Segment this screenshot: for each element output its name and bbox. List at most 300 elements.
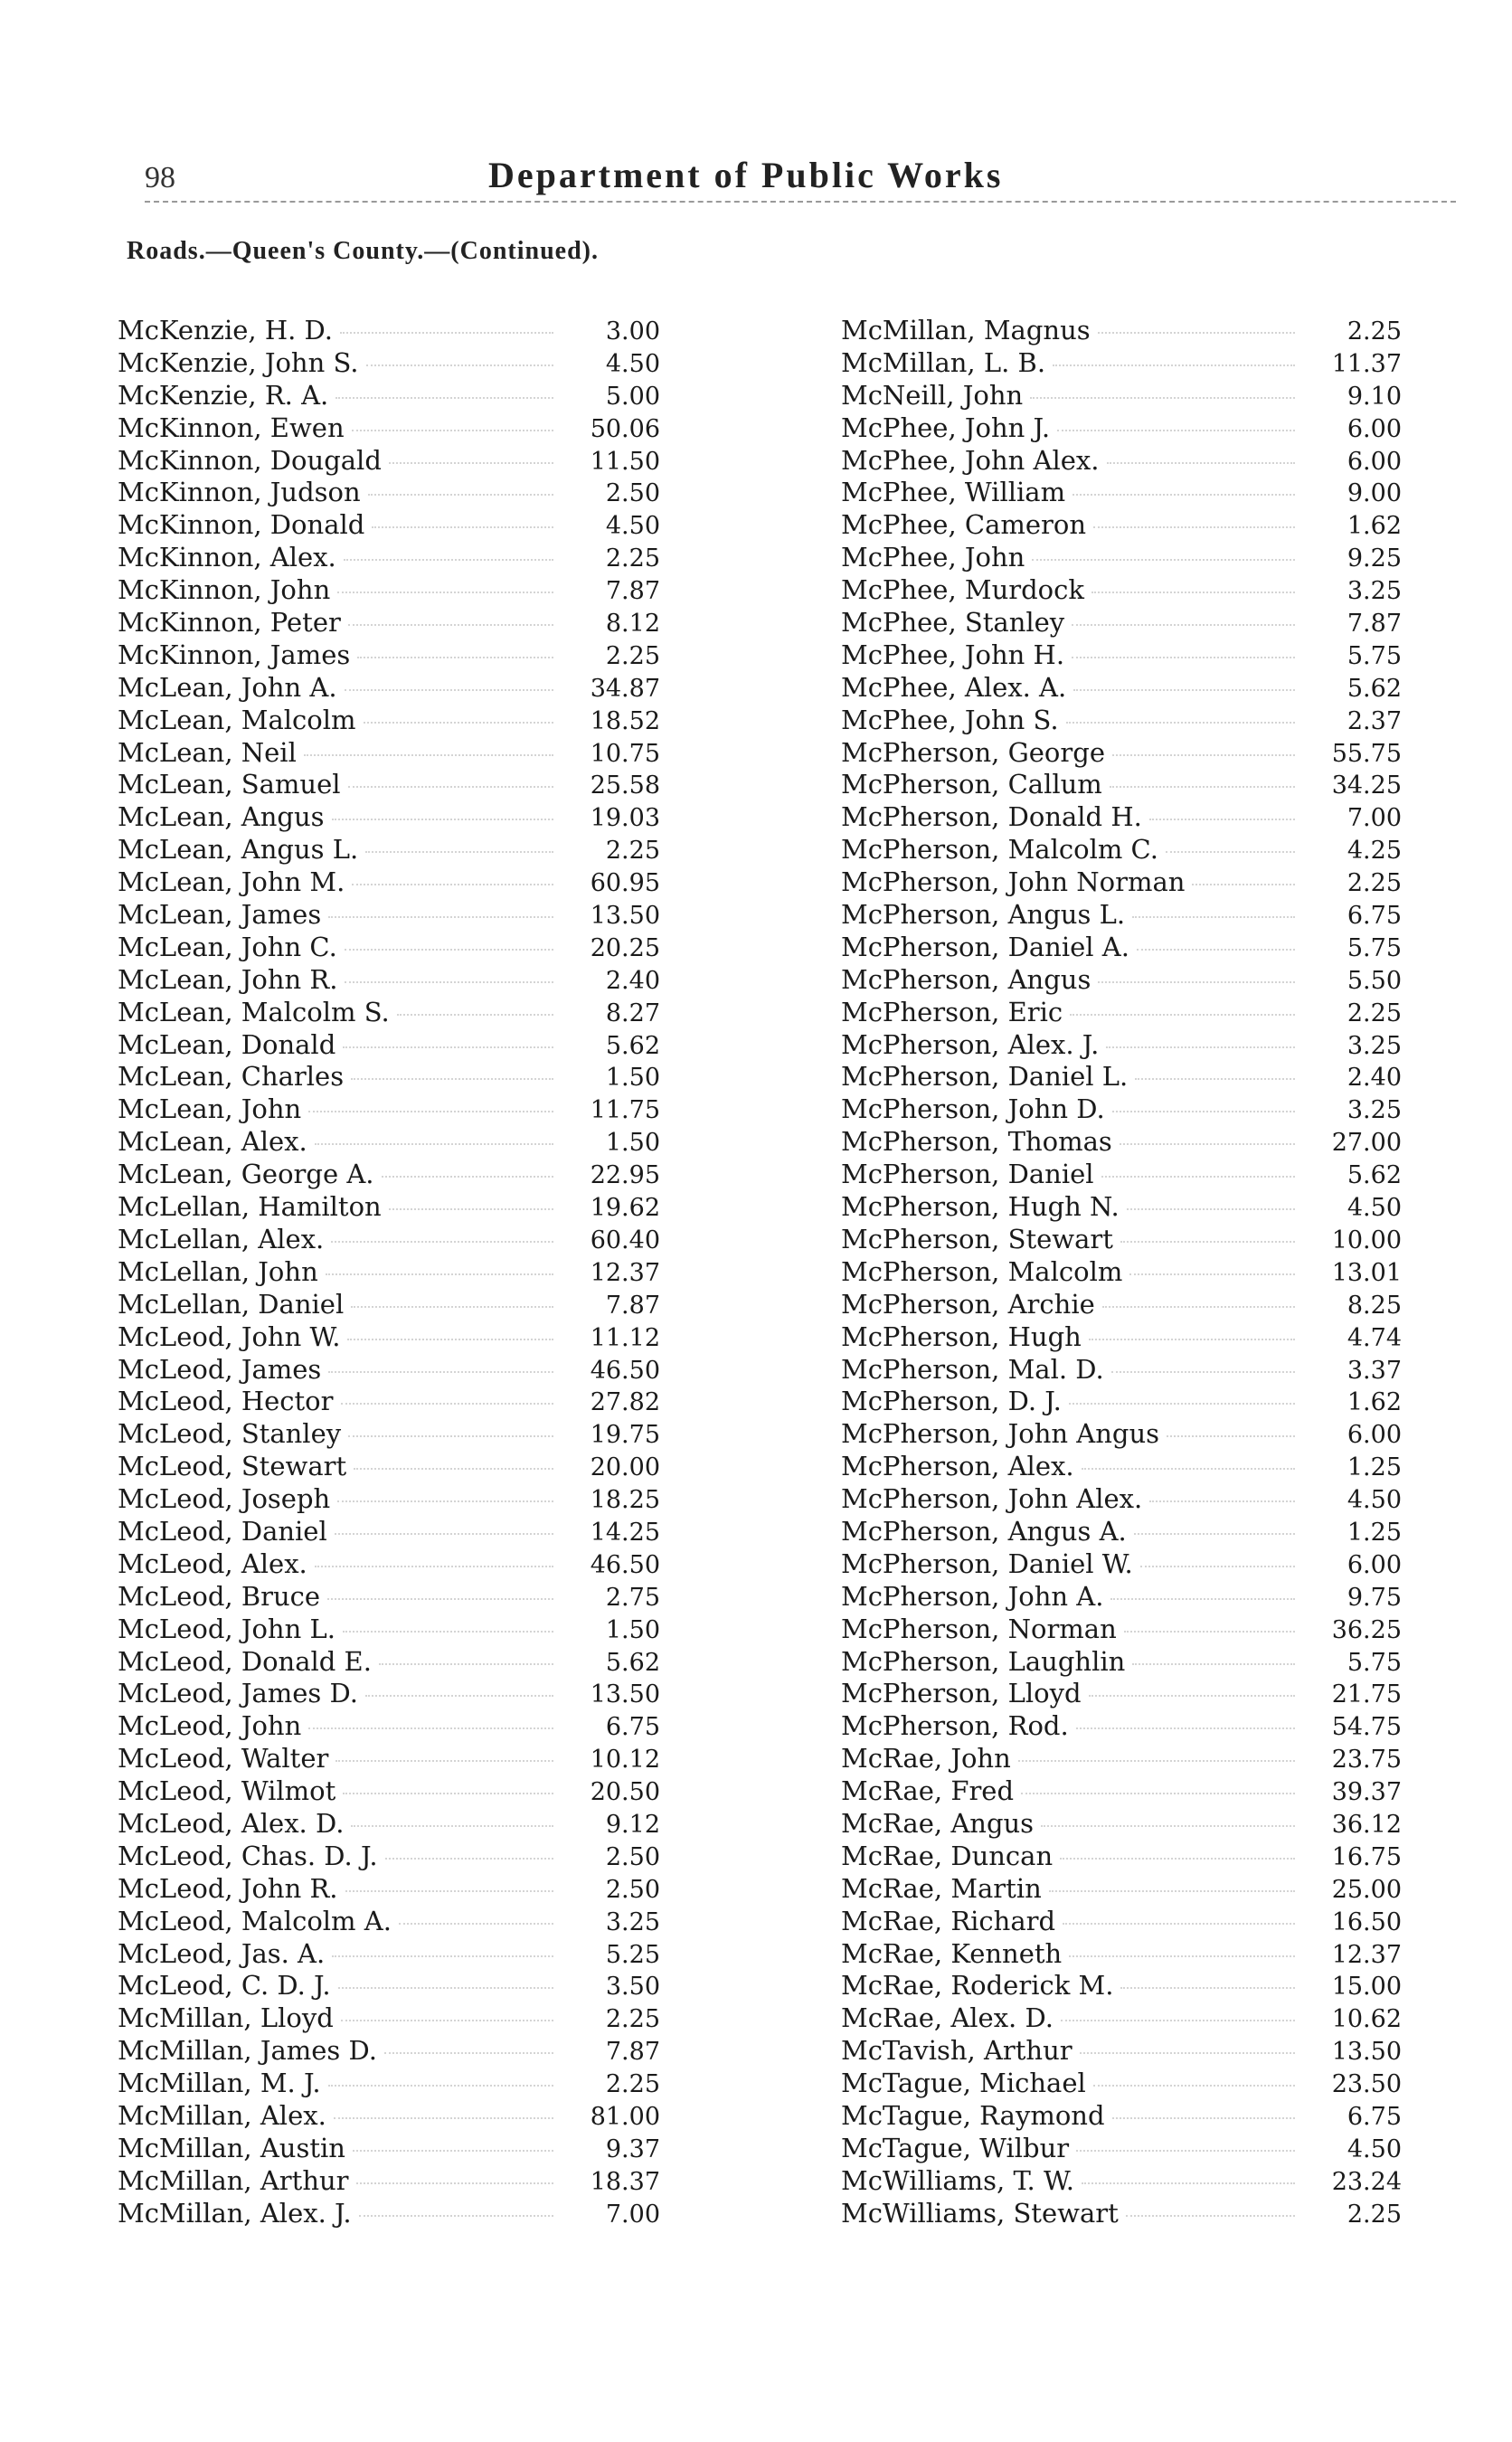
entry-name: McPherson, Daniel A. xyxy=(841,931,1129,962)
dot-leader xyxy=(1060,1858,1295,1860)
list-item xyxy=(118,2068,660,2100)
dot-leader xyxy=(1098,981,1295,983)
entry-name: McPhee, Alex. A. xyxy=(841,671,1067,703)
list-item xyxy=(118,997,660,1029)
dot-leader xyxy=(1135,1078,1295,1080)
entry-amount: 4.50 xyxy=(605,512,660,541)
entry-name: McPherson, John Norman xyxy=(841,866,1186,898)
list-item xyxy=(841,1126,1402,1159)
dot-leader xyxy=(1110,786,1295,788)
entry-amount: 13.50 xyxy=(1331,2038,1402,2067)
entry-name: McTague, Wilbur xyxy=(841,2132,1070,2163)
entry-amount: 7.87 xyxy=(605,1291,660,1320)
entry-amount: 19.75 xyxy=(590,1421,660,1450)
dot-leader xyxy=(1129,1273,1295,1275)
list-item xyxy=(841,1841,1402,1873)
entry-amount: 20.25 xyxy=(590,933,660,962)
entry-name: McLeod, Jas. A. xyxy=(118,1937,326,1969)
dot-leader xyxy=(1134,1533,1295,1535)
list-item xyxy=(841,769,1402,801)
entry-name: McMillan, James D. xyxy=(118,2035,377,2067)
list-item xyxy=(841,1646,1402,1679)
entry-amount: 20.50 xyxy=(590,1778,660,1807)
entry-amount: 3.25 xyxy=(605,1907,660,1936)
entry-amount: 1.62 xyxy=(1347,512,1402,541)
entry-name: McPhee, William xyxy=(841,477,1066,508)
entry-amount: 36.12 xyxy=(1331,1810,1402,1839)
list-item xyxy=(118,607,660,639)
header-divider xyxy=(145,201,1456,203)
dot-leader xyxy=(328,916,553,918)
entry-name: McPherson, Thomas xyxy=(841,1126,1112,1158)
entry-name: McMillan, M. J. xyxy=(118,2068,321,2099)
entry-name: McLean, Alex. xyxy=(118,1126,307,1158)
list-item xyxy=(118,1906,660,1938)
entry-amount: 5.75 xyxy=(1347,641,1402,670)
list-item xyxy=(841,705,1402,737)
list-item xyxy=(841,1483,1402,1516)
entry-name: McRae, Angus xyxy=(841,1807,1035,1839)
dot-leader xyxy=(304,754,553,756)
entry-name: McPherson, Malcolm C. xyxy=(841,834,1158,866)
list-item xyxy=(118,1093,660,1126)
dot-leader xyxy=(1032,559,1295,561)
entry-name: McLeod, Daniel xyxy=(118,1515,327,1547)
list-item xyxy=(841,932,1402,964)
entry-amount: 9.10 xyxy=(1347,382,1402,411)
entry-name: McLellan, Hamilton xyxy=(118,1191,382,1223)
dot-leader xyxy=(348,1435,553,1437)
entry-amount: 36.25 xyxy=(1331,1615,1402,1644)
list-item xyxy=(118,1159,660,1191)
dot-leader xyxy=(1093,526,1295,528)
dot-leader xyxy=(1167,1435,1295,1437)
list-item xyxy=(841,1159,1402,1191)
list-item xyxy=(118,1386,660,1418)
dot-leader xyxy=(338,1987,553,1989)
entry-amount: 60.40 xyxy=(590,1226,660,1254)
entry-amount: 18.52 xyxy=(590,706,660,735)
entry-name: McKenzie, H. D. xyxy=(118,315,333,345)
list-item xyxy=(118,1581,660,1614)
entry-name: McLellan, Daniel xyxy=(118,1288,345,1320)
entry-amount: 5.62 xyxy=(605,1031,660,1060)
dot-leader xyxy=(364,722,554,724)
entry-amount: 16.75 xyxy=(1331,1842,1402,1871)
list-item xyxy=(118,1354,660,1387)
entry-amount: 6.75 xyxy=(1347,2102,1402,2131)
list-item xyxy=(841,866,1402,899)
entry-name: McPherson, Angus A. xyxy=(841,1515,1127,1547)
entry-name: McPherson, Malcolm xyxy=(841,1255,1123,1287)
entry-amount: 7.87 xyxy=(1347,610,1402,639)
list-item xyxy=(841,1029,1402,1062)
list-item xyxy=(841,1581,1402,1614)
dot-leader xyxy=(1112,1111,1295,1112)
entry-amount: 4.25 xyxy=(1347,837,1402,866)
entry-amount: 4.50 xyxy=(1347,1194,1402,1223)
list-item xyxy=(118,1808,660,1841)
entry-name: McLeod, Chas. D. J. xyxy=(118,1840,378,1871)
entry-name: McPherson, Daniel L. xyxy=(841,1061,1129,1093)
dot-leader xyxy=(1082,2182,1295,2184)
entry-amount: 11.50 xyxy=(590,447,660,476)
list-item xyxy=(841,1938,1402,1971)
list-item xyxy=(841,737,1402,770)
entry-amount: 5.75 xyxy=(1347,933,1402,962)
dot-leader xyxy=(331,1241,553,1243)
list-item xyxy=(118,1548,660,1581)
list-item xyxy=(841,1873,1402,1906)
entry-amount: 2.75 xyxy=(605,1583,660,1612)
list-item xyxy=(841,2198,1402,2230)
entry-name: McLean, Samuel xyxy=(118,769,341,800)
dot-leader xyxy=(359,2215,553,2217)
entry-amount: 3.25 xyxy=(1347,1031,1402,1060)
dot-leader xyxy=(1069,1955,1295,1957)
dot-leader xyxy=(332,1955,553,1957)
dot-leader xyxy=(1063,1923,1295,1925)
entry-name: McPherson, Hugh xyxy=(841,1320,1082,1352)
entry-name: McPherson, John Angus xyxy=(841,1418,1160,1450)
entry-name: McKenzie, John S. xyxy=(118,346,359,378)
dot-leader xyxy=(1102,1306,1295,1308)
entry-amount: 27.00 xyxy=(1331,1129,1402,1158)
dot-leader xyxy=(385,1858,553,1860)
list-item xyxy=(841,1386,1402,1418)
list-item xyxy=(118,1646,660,1679)
entry-name: McLean, John C. xyxy=(118,931,337,962)
entry-amount: 11.75 xyxy=(590,1096,660,1125)
entry-amount: 60.95 xyxy=(590,869,660,898)
dot-leader xyxy=(1066,722,1295,724)
dot-leader xyxy=(1076,2150,1295,2152)
list-item xyxy=(118,1029,660,1062)
dot-leader xyxy=(1061,2020,1295,2021)
dot-leader xyxy=(384,2052,553,2054)
list-item xyxy=(118,1614,660,1646)
entry-name: McLeod, Alex. D. xyxy=(118,1807,345,1839)
entry-amount: 21.75 xyxy=(1331,1680,1402,1709)
entry-amount: 8.12 xyxy=(605,610,660,639)
entry-name: McPhee, John J. xyxy=(841,412,1051,443)
entry-amount: 2.25 xyxy=(1347,317,1402,345)
list-item xyxy=(118,2165,660,2198)
dot-leader xyxy=(1126,2215,1295,2217)
dot-leader xyxy=(1072,657,1295,658)
entry-amount: 6.75 xyxy=(605,1713,660,1742)
list-item xyxy=(118,1775,660,1808)
list-item xyxy=(841,509,1402,542)
dot-leader xyxy=(1080,2052,1295,2054)
entry-amount: 16.50 xyxy=(1331,1907,1402,1936)
entry-name: McTague, Raymond xyxy=(841,2099,1105,2131)
list-item xyxy=(118,1126,660,1159)
dot-leader xyxy=(315,1143,553,1145)
dot-leader xyxy=(1137,949,1295,951)
list-item xyxy=(841,1256,1402,1289)
entry-name: McLeod, Donald E. xyxy=(118,1645,372,1677)
entry-amount: 23.24 xyxy=(1331,2167,1402,2196)
dot-leader xyxy=(397,1014,553,1016)
entry-amount: 14.25 xyxy=(590,1518,660,1547)
entry-amount: 25.00 xyxy=(1331,1875,1402,1904)
entry-name: McLean, Charles xyxy=(118,1061,345,1093)
entry-name: McLeod, James D. xyxy=(118,1678,358,1709)
list-item xyxy=(841,2133,1402,2165)
dot-leader xyxy=(352,884,553,885)
list-item xyxy=(841,1970,1402,2002)
list-item xyxy=(841,1743,1402,1775)
dot-leader xyxy=(328,1371,553,1373)
list-item xyxy=(118,737,660,770)
entry-amount: 15.00 xyxy=(1331,1973,1402,2002)
dot-leader xyxy=(343,1046,553,1048)
entry-amount: 13.01 xyxy=(1331,1258,1402,1287)
list-item xyxy=(118,1970,660,2002)
entry-name: McLeod, John W. xyxy=(118,1320,341,1352)
dot-leader xyxy=(1166,851,1295,853)
entry-name: McLeod, Joseph xyxy=(118,1483,331,1515)
entry-amount: 2.25 xyxy=(605,641,660,670)
entry-name: McPhee, John H. xyxy=(841,639,1065,670)
list-item xyxy=(841,672,1402,705)
entry-amount: 5.62 xyxy=(1347,1161,1402,1190)
dot-leader xyxy=(340,332,553,334)
dot-leader xyxy=(1120,1241,1295,1243)
dot-leader xyxy=(1140,1566,1295,1567)
entry-amount: 2.37 xyxy=(1347,706,1402,735)
entry-name: McRae, Fred xyxy=(841,1775,1015,1807)
entry-name: McLeod, Stanley xyxy=(118,1418,342,1450)
entry-name: McLean, Angus L. xyxy=(118,834,359,866)
entry-name: McPherson, Hugh N. xyxy=(841,1191,1120,1223)
list-item xyxy=(118,1710,660,1743)
entry-amount: 3.37 xyxy=(1347,1356,1402,1385)
entry-name: McLean, John M. xyxy=(118,866,345,898)
entry-name: McKinnon, James xyxy=(118,639,351,670)
entry-amount: 6.00 xyxy=(1347,1550,1402,1579)
entry-amount: 46.50 xyxy=(590,1550,660,1579)
entry-name: McPherson, D. J. xyxy=(841,1386,1062,1417)
entry-name: McMillan, Austin xyxy=(118,2132,345,2163)
list-item xyxy=(841,639,1402,672)
entry-amount: 23.75 xyxy=(1331,1746,1402,1775)
entry-name: McPherson, Callum xyxy=(841,769,1102,800)
dot-leader xyxy=(1127,1208,1295,1210)
dot-leader xyxy=(1149,819,1295,820)
entry-amount: 10.62 xyxy=(1331,2005,1402,2034)
dot-leader xyxy=(365,851,553,853)
entry-amount: 6.00 xyxy=(1347,414,1402,443)
dot-leader xyxy=(343,1793,553,1794)
list-item xyxy=(841,477,1402,509)
dot-leader xyxy=(334,2117,553,2119)
dot-leader xyxy=(337,1500,553,1502)
list-item xyxy=(841,2068,1402,2100)
dot-leader xyxy=(1030,397,1295,399)
entry-amount: 19.62 xyxy=(590,1194,660,1223)
entry-name: McLean, John A. xyxy=(118,671,337,703)
dot-leader xyxy=(352,430,553,431)
entry-amount: 7.87 xyxy=(605,2038,660,2067)
list-item xyxy=(118,1841,660,1873)
list-item xyxy=(841,1321,1402,1354)
entry-amount: 11.37 xyxy=(1331,349,1402,378)
entry-name: McLean, Malcolm xyxy=(118,704,356,735)
list-item xyxy=(118,380,660,412)
left-column-list xyxy=(118,315,660,2230)
entry-amount: 4.50 xyxy=(1347,1486,1402,1515)
entry-amount: 9.75 xyxy=(1347,1583,1402,1612)
dot-leader xyxy=(1093,2085,1295,2087)
entry-amount: 12.37 xyxy=(1331,1940,1402,1969)
dot-leader xyxy=(1132,1663,1295,1665)
entry-amount: 7.00 xyxy=(605,2200,660,2229)
entry-amount: 50.06 xyxy=(590,414,660,443)
page-number: 98 xyxy=(145,161,175,194)
dot-leader xyxy=(1124,1631,1295,1633)
list-item xyxy=(118,542,660,574)
list-item xyxy=(118,1191,660,1224)
right-column-list xyxy=(841,315,1402,2230)
list-item xyxy=(118,899,660,932)
entry-name: McLeod, Bruce xyxy=(118,1580,321,1612)
dot-leader xyxy=(335,397,553,399)
list-item xyxy=(841,315,1402,347)
dot-leader xyxy=(1076,1727,1295,1729)
list-item xyxy=(118,347,660,380)
dot-leader xyxy=(348,624,553,626)
dot-leader xyxy=(1112,754,1295,756)
page-title: Department of Public Works xyxy=(488,155,1004,195)
dot-leader xyxy=(326,1273,553,1275)
entry-name: McLeod, Stewart xyxy=(118,1451,347,1482)
entry-name: McPherson, Alex. xyxy=(841,1451,1074,1482)
list-item xyxy=(841,1678,1402,1710)
dot-leader xyxy=(1089,1339,1295,1340)
list-item xyxy=(118,639,660,672)
list-item xyxy=(841,1775,1402,1808)
entry-amount: 5.50 xyxy=(1347,966,1402,995)
entry-amount: 8.27 xyxy=(605,999,660,1027)
entry-name: McKinnon, Alex. xyxy=(118,542,336,573)
entry-amount: 2.40 xyxy=(605,966,660,995)
entry-name: McLeod, Malcolm A. xyxy=(118,1905,392,1936)
list-item xyxy=(841,899,1402,932)
entry-name: McNeill, John xyxy=(841,379,1024,411)
entry-name: McPherson, Laughlin xyxy=(841,1645,1126,1677)
dot-leader xyxy=(335,1760,553,1762)
list-item xyxy=(841,964,1402,997)
list-item xyxy=(841,2100,1402,2133)
entry-name: McLellan, Alex. xyxy=(118,1223,325,1254)
dot-leader xyxy=(345,689,553,691)
dot-leader xyxy=(328,2085,553,2087)
list-item xyxy=(118,2100,660,2133)
list-item xyxy=(118,2133,660,2165)
entry-amount: 2.25 xyxy=(605,2070,660,2099)
entry-name: McPherson, Lloyd xyxy=(841,1678,1082,1709)
list-item xyxy=(841,445,1402,478)
dot-leader xyxy=(347,1339,553,1340)
dot-leader xyxy=(365,1695,553,1697)
entry-name: McLeod, James xyxy=(118,1353,322,1385)
entry-name: McRae, John xyxy=(841,1743,1011,1775)
entry-name: McPhee, Stanley xyxy=(841,607,1065,639)
entry-name: McLean, Malcolm S. xyxy=(118,996,390,1027)
dot-leader xyxy=(1107,462,1296,464)
entry-amount: 6.75 xyxy=(1347,902,1402,931)
dot-leader xyxy=(1073,494,1295,496)
list-item xyxy=(118,1873,660,1906)
entry-name: McLeod, John xyxy=(118,1710,302,1742)
list-item xyxy=(841,542,1402,574)
entry-amount: 2.25 xyxy=(605,837,660,866)
entry-amount: 4.50 xyxy=(605,349,660,378)
entry-name: McLean, Neil xyxy=(118,736,297,768)
entry-amount: 13.50 xyxy=(590,1680,660,1709)
entry-name: McPherson, Rod. xyxy=(841,1710,1069,1742)
entry-amount: 9.00 xyxy=(1347,479,1402,508)
entry-amount: 23.50 xyxy=(1331,2070,1402,2099)
entry-name: McLean, Donald xyxy=(118,1028,336,1060)
dot-leader xyxy=(1089,1695,1295,1697)
dot-leader xyxy=(1111,1371,1295,1373)
dot-leader xyxy=(1018,1760,1295,1762)
dot-leader xyxy=(1021,1793,1295,1794)
dot-leader xyxy=(357,657,553,658)
list-item xyxy=(841,1710,1402,1743)
dot-leader xyxy=(379,1663,553,1665)
entry-name: McPherson, Angus xyxy=(841,963,1091,995)
dot-leader xyxy=(382,1176,553,1178)
entry-name: McLeod, John R. xyxy=(118,1872,338,1904)
entry-amount: 4.74 xyxy=(1347,1323,1402,1352)
list-item xyxy=(841,1354,1402,1387)
dot-leader xyxy=(1120,1987,1295,1989)
entry-amount: 1.50 xyxy=(605,1064,660,1093)
list-item xyxy=(841,1808,1402,1841)
entry-amount: 6.00 xyxy=(1347,447,1402,476)
entry-name: McWilliams, T. W. xyxy=(841,2164,1074,2196)
list-item xyxy=(118,1256,660,1289)
entry-amount: 27.82 xyxy=(590,1388,660,1417)
list-item xyxy=(118,672,660,705)
list-item xyxy=(841,1418,1402,1451)
dot-leader xyxy=(351,1078,553,1080)
dot-leader xyxy=(1106,1046,1295,1048)
entry-name: McPherson, Daniel W. xyxy=(841,1548,1133,1579)
entry-name: McPherson, John A. xyxy=(841,1580,1104,1612)
entry-name: McPherson, Archie xyxy=(841,1288,1095,1320)
dot-leader xyxy=(345,949,553,951)
entry-name: McLean, John xyxy=(118,1093,302,1125)
list-item xyxy=(841,607,1402,639)
entry-amount: 13.50 xyxy=(590,902,660,931)
dot-leader xyxy=(327,1598,553,1600)
entry-name: McMillan, Lloyd xyxy=(118,2002,334,2034)
list-item xyxy=(841,574,1402,607)
entry-amount: 12.37 xyxy=(590,1258,660,1287)
list-item xyxy=(841,1516,1402,1548)
list-item xyxy=(841,801,1402,834)
entry-name: McPherson, Stewart xyxy=(841,1223,1113,1254)
entry-name: McLellan, John xyxy=(118,1255,318,1287)
entry-amount: 11.12 xyxy=(590,1323,660,1352)
entry-amount: 18.37 xyxy=(590,2167,660,2196)
entry-amount: 1.25 xyxy=(1347,1518,1402,1547)
